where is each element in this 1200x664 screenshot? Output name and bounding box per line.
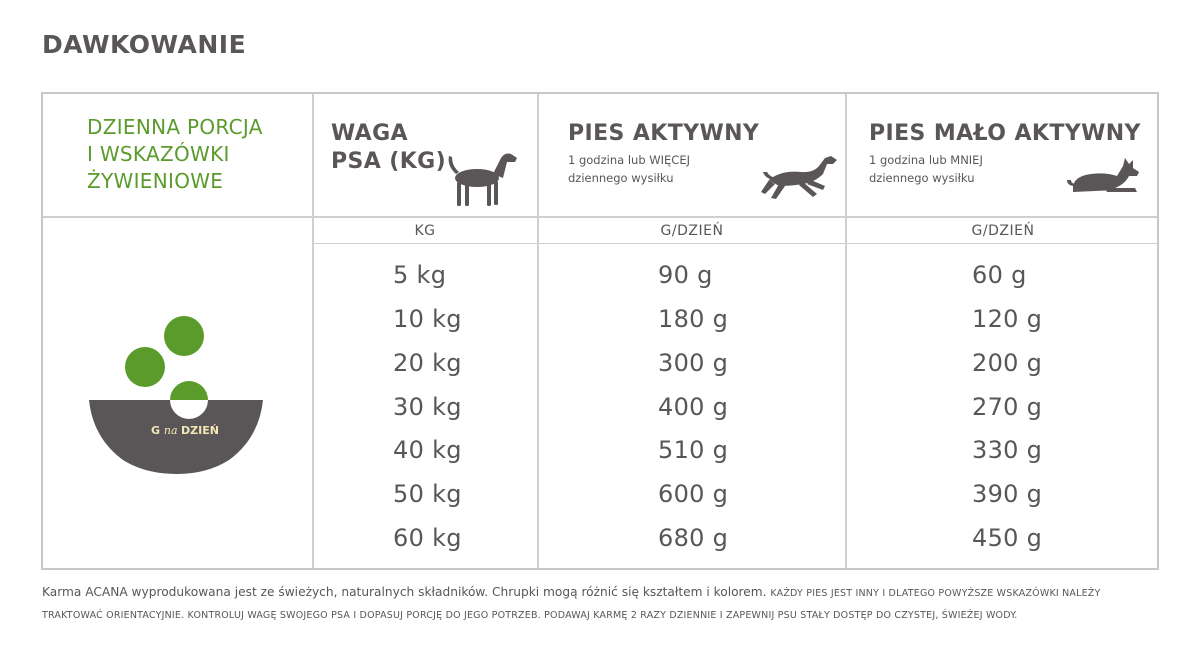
low-activity-portion-value: 60 g: [972, 261, 1027, 289]
low-activity-portion-value: 120 g: [972, 305, 1043, 333]
subtitle-line: 1 godzina lub MNIEJ: [869, 153, 983, 167]
kibble-icon: [170, 381, 208, 400]
subtitle-line: dziennego wysiłku: [869, 171, 975, 185]
column-divider: [845, 94, 847, 568]
weight-value: 40 kg: [393, 436, 462, 464]
weight-value: 10 kg: [393, 305, 462, 333]
kibble-icon: [164, 316, 204, 356]
weight-value: 20 kg: [393, 349, 462, 377]
header-line: PSA (KG): [331, 149, 447, 174]
weight-unit-label: KG: [414, 223, 436, 239]
weight-column-header: [331, 120, 446, 176]
header-line: WAGA: [331, 121, 408, 146]
low-activity-dog-header: PIES MAŁO AKTYWNY: [869, 121, 1141, 146]
low-unit-label: G/DZIEŃ: [971, 223, 1035, 239]
standing-dog-icon: [441, 148, 521, 210]
active-dog-header: PIES AKTYWNY: [568, 121, 760, 146]
intro-line: ŻYWIENIOWE: [87, 169, 224, 193]
low-activity-portion-value: 330 g: [972, 436, 1043, 464]
footer-details: KAŻDY PIES JEST INNY I DLATEGO POWYŻSZE WSKAZÓWKI NALEŻY TRAKTOWAĆ ORIENTACYJNIE. KONTROLUJ WAGĘ SWOJEGO PSA I DOPASUJ PORCJĘ DO JEGO POTRZEB. PODAWAJ KARMĘ 2 RAZY DZIENNIE I ZAPEWNIJ PSU STAŁY DOSTĘP DO CZYSTEJ, ŚWIEŻEJ WODY.: [42, 588, 1101, 621]
active-dog-subtitle: [568, 151, 690, 187]
lying-dog-icon: [1065, 156, 1145, 198]
page-title: DAWKOWANIE: [42, 30, 247, 59]
running-dog-icon: [761, 152, 839, 202]
bowl-label-dzien: DZIEŃ: [181, 424, 219, 437]
weight-value: 30 kg: [393, 393, 462, 421]
active-portion-value: 90 g: [658, 261, 713, 289]
active-portion-value: 680 g: [658, 524, 729, 552]
kibble-icon: [125, 347, 165, 387]
bowl-label-na: na: [163, 424, 182, 437]
header-divider: [43, 216, 1157, 218]
dosage-table: [41, 92, 1159, 570]
intro-line: I WSKAZÓWKI: [87, 142, 230, 166]
weight-value: 5 kg: [393, 261, 447, 289]
low-activity-portion-value: 270 g: [972, 393, 1043, 421]
footer-note: [42, 582, 1162, 626]
subtitle-line: 1 godzina lub WIĘCEJ: [568, 153, 690, 167]
low-activity-dog-subtitle: [869, 151, 983, 187]
low-activity-portion-value: 200 g: [972, 349, 1043, 377]
low-activity-portion-value: 390 g: [972, 480, 1043, 508]
active-unit-label: G/DZIEŃ: [660, 223, 724, 239]
bowl-label: [151, 424, 219, 437]
low-activity-portion-value: 450 g: [972, 524, 1043, 552]
column-divider: [537, 94, 539, 568]
bowl-illustration: [89, 310, 269, 474]
unit-divider: [313, 243, 1157, 244]
intro-text: [87, 114, 317, 195]
active-portion-value: 300 g: [658, 349, 729, 377]
active-portion-value: 180 g: [658, 305, 729, 333]
active-portion-value: 600 g: [658, 480, 729, 508]
active-portion-value: 400 g: [658, 393, 729, 421]
active-portion-value: 510 g: [658, 436, 729, 464]
intro-line: DZIENNA PORCJA: [87, 115, 263, 139]
bowl-label-g: G: [151, 424, 164, 437]
weight-value: 60 kg: [393, 524, 462, 552]
weight-value: 50 kg: [393, 480, 462, 508]
subtitle-line: dziennego wysiłku: [568, 171, 674, 185]
footer-lead: Karma ACANA wyprodukowana jest ze świeżych, naturalnych składników. Chrupki mogą różnić się kształtem i kolorem.: [42, 585, 767, 599]
